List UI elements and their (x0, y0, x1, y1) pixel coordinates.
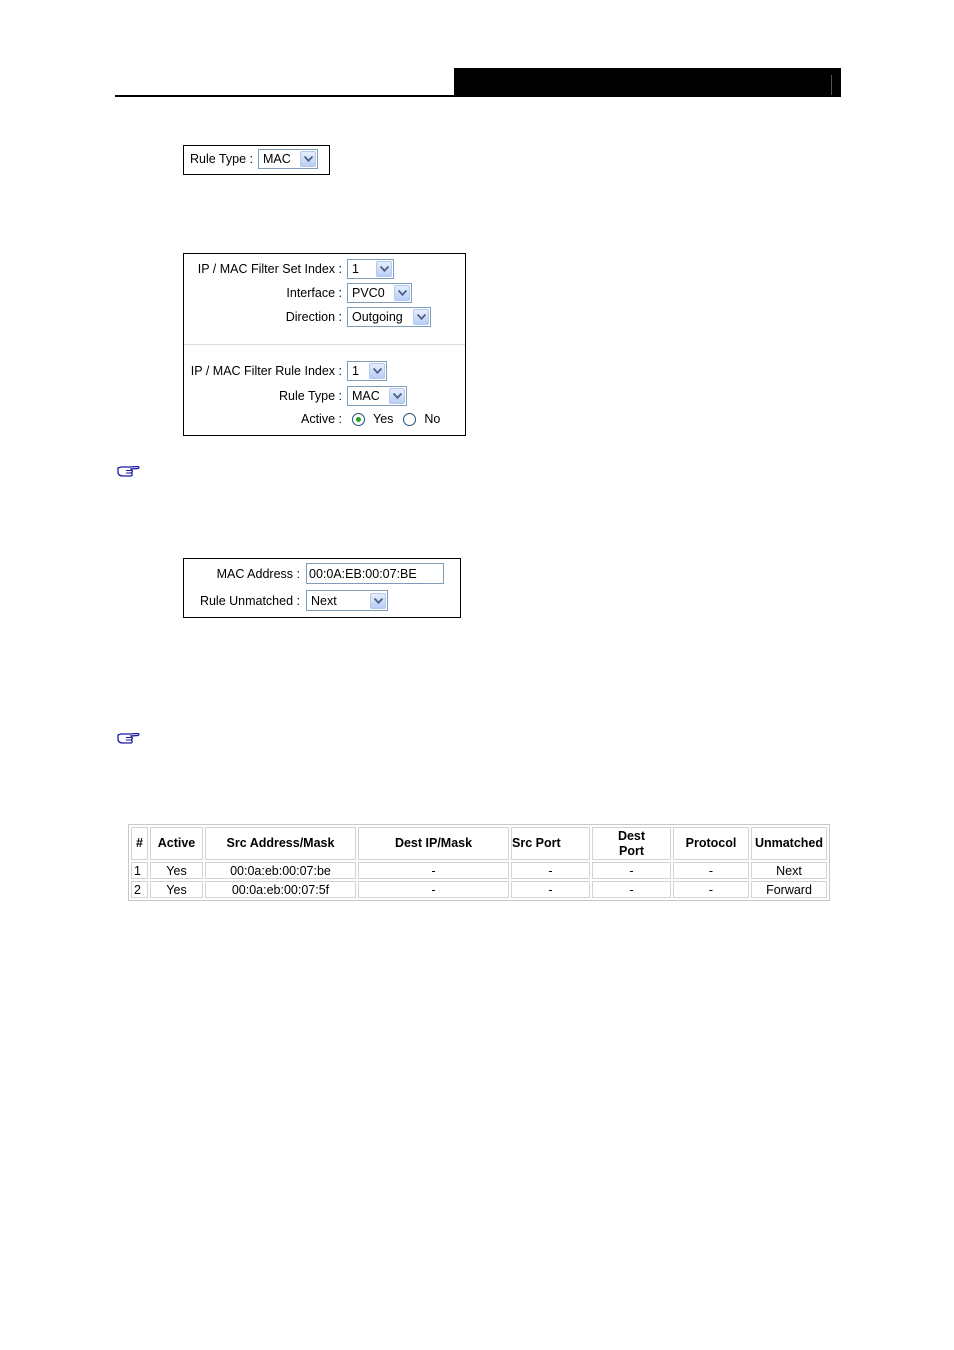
table-header-row (131, 827, 827, 860)
col-src-port: Src Port (511, 827, 590, 860)
filter-rule-type-value: MAC (352, 389, 380, 403)
cell-unmatched: Next (751, 862, 827, 879)
col-unmatched: Unmatched (751, 827, 827, 860)
mac-address-input[interactable] (306, 563, 444, 584)
direction-value: Outgoing (352, 310, 403, 324)
cell-protocol: - (673, 862, 749, 879)
cell-active: Yes (150, 862, 203, 879)
filter-settings-panel (183, 253, 466, 436)
filter-rules-table (128, 824, 830, 901)
rule-index-select[interactable] (347, 361, 387, 381)
cell-dest-port: - (592, 881, 671, 898)
active-no-radio[interactable] (403, 413, 416, 426)
filter-rule-type-label: Rule Type : (278, 389, 342, 403)
cell-dest-ip: - (358, 862, 509, 879)
direction-label: Direction : (285, 310, 342, 324)
col-protocol: Protocol (673, 827, 749, 860)
set-index-value: 1 (352, 262, 359, 276)
rule-type-label: Rule Type : (190, 152, 254, 166)
rule-type-value: MAC (263, 152, 291, 166)
cell-unmatched: Forward (751, 881, 827, 898)
col-number: # (131, 827, 148, 860)
table-row (131, 862, 827, 879)
cell-number: 2 (131, 881, 148, 898)
rule-type-select[interactable] (258, 149, 318, 169)
header-rule (115, 95, 841, 97)
rule-unmatched-value: Next (311, 593, 337, 608)
active-label: Active : (301, 412, 342, 426)
mac-address-value: 00:0A:EB:00:07:BE (309, 566, 417, 581)
active-no-label: No (424, 412, 441, 426)
interface-value: PVC0 (352, 286, 385, 300)
chevron-down-icon (370, 593, 386, 609)
interface-select[interactable] (347, 283, 412, 303)
active-yes-radio[interactable] (352, 413, 365, 426)
col-dest-port: Dest Port (592, 827, 671, 860)
rule-index-label: IP / MAC Filter Rule Index : (190, 364, 342, 378)
pointing-hand-icon (117, 464, 141, 478)
mac-address-panel (183, 558, 461, 618)
direction-select[interactable] (347, 307, 431, 327)
rule-unmatched-select[interactable] (306, 590, 388, 611)
cell-number: 1 (131, 862, 148, 879)
chevron-down-icon (394, 285, 410, 301)
cell-src-port: - (511, 862, 590, 879)
cell-src-address: 00:0a:eb:00:07:5f (205, 881, 356, 898)
col-dest-ip: Dest IP/Mask (358, 827, 509, 860)
set-index-select[interactable] (347, 259, 394, 279)
active-yes-label: Yes (373, 412, 394, 426)
filter-rule-type-select[interactable] (347, 386, 407, 406)
col-src-address: Src Address/Mask (205, 827, 356, 860)
cell-protocol: - (673, 881, 749, 898)
col-active: Active (150, 827, 203, 860)
section-divider (184, 344, 465, 345)
table-row (131, 881, 827, 898)
header-bar (454, 68, 841, 97)
chevron-down-icon (413, 309, 429, 325)
rule-type-panel (183, 145, 330, 175)
set-index-label: IP / MAC Filter Set Index : (197, 262, 342, 276)
cell-src-port: - (511, 881, 590, 898)
chevron-down-icon (376, 261, 392, 277)
cell-src-address: 00:0a:eb:00:07:be (205, 862, 356, 879)
rule-unmatched-label: Rule Unmatched : (199, 593, 300, 608)
mac-address-label: MAC Address : (216, 566, 300, 581)
chevron-down-icon (369, 363, 385, 379)
chevron-down-icon (300, 151, 316, 167)
pointing-hand-icon (117, 731, 141, 745)
rule-index-value: 1 (352, 364, 359, 378)
cell-dest-port: - (592, 862, 671, 879)
interface-label: Interface : (286, 286, 342, 300)
cell-dest-ip: - (358, 881, 509, 898)
cell-active: Yes (150, 881, 203, 898)
chevron-down-icon (389, 388, 405, 404)
